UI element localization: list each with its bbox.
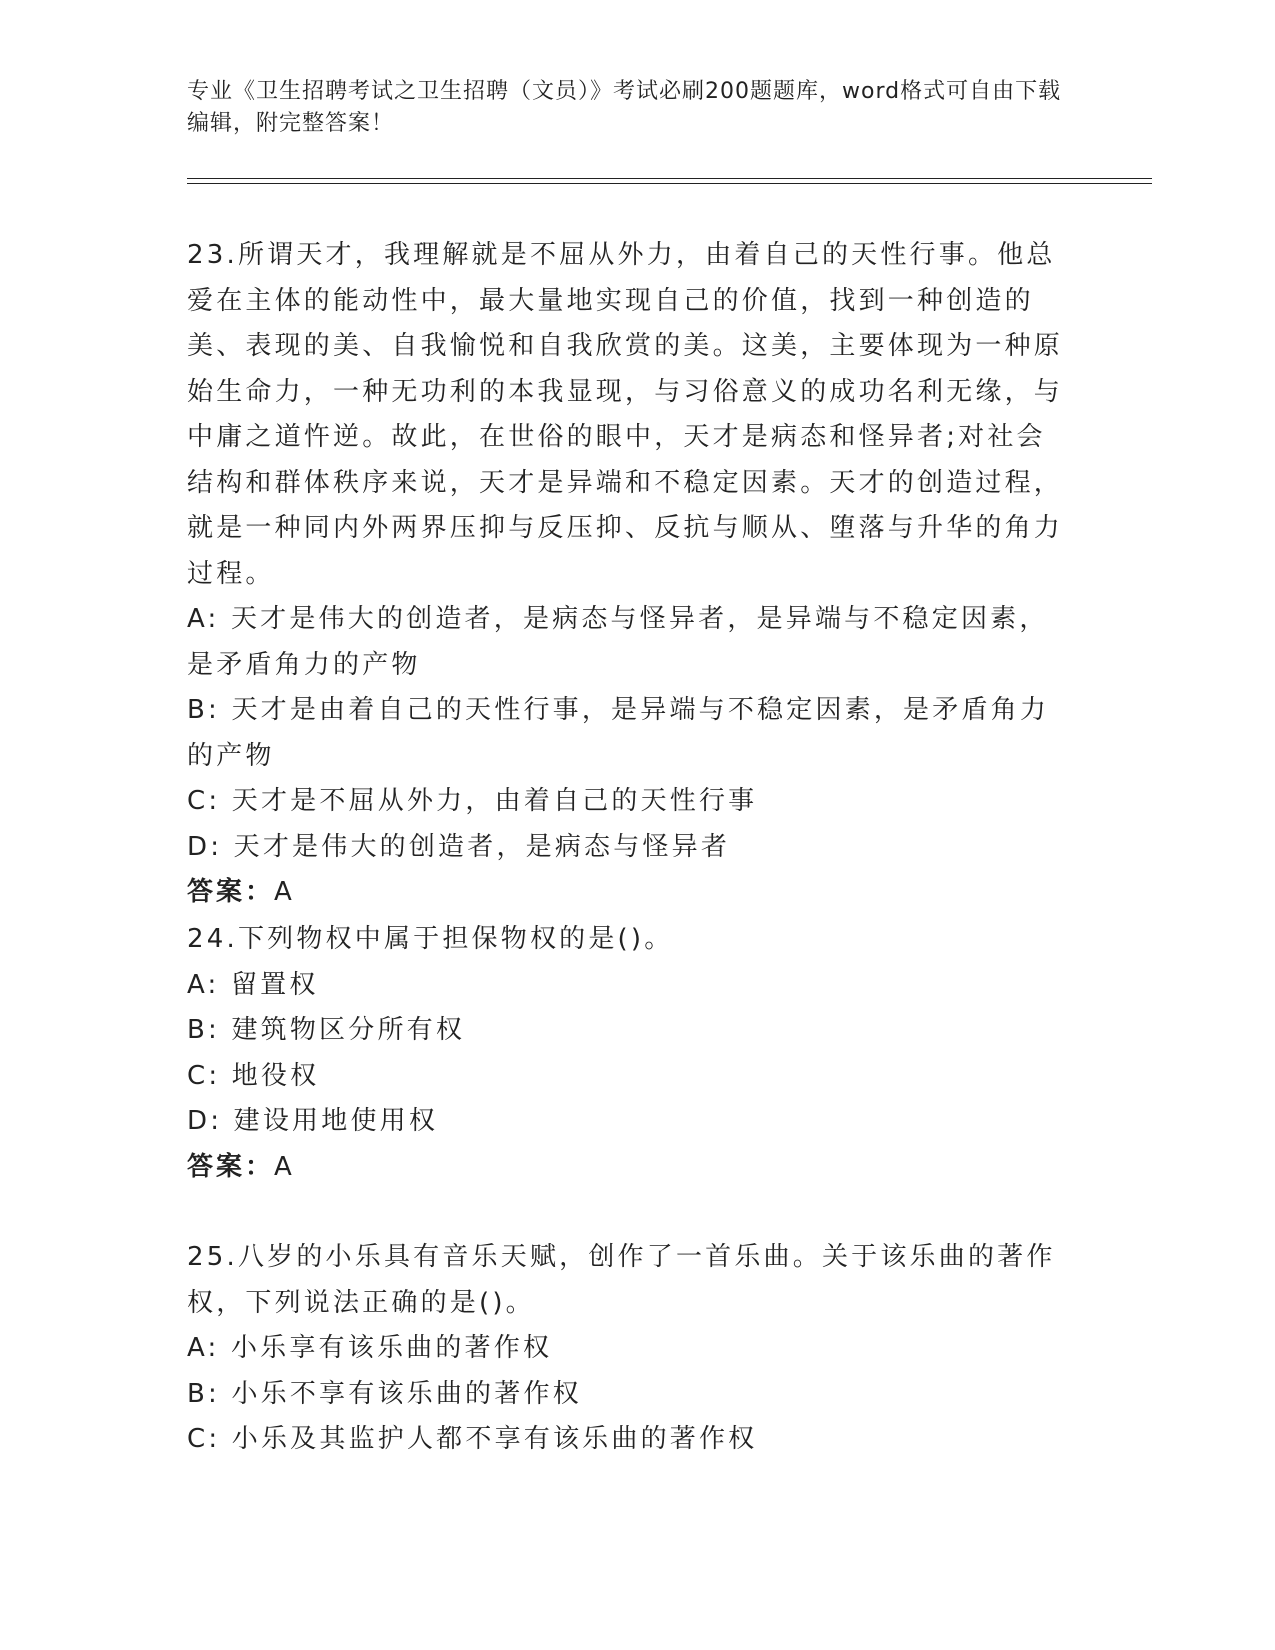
question-stem: 24.下列物权中属于担保物权的是()。 — [187, 924, 674, 954]
header-divider-top — [187, 178, 1152, 179]
option-d: D: 天才是伟大的创造者，是病态与怪异者 — [187, 831, 731, 862]
answer-line — [187, 870, 1067, 916]
answer-value: A — [274, 1151, 292, 1182]
answer-value: A — [274, 877, 292, 907]
question-stem: 25.八岁的小乐具有音乐天赋，创作了一首乐曲。关于该乐曲的著作权，下列说法正确的是()。 — [187, 1242, 1056, 1318]
question-23 — [187, 233, 1067, 916]
document-header: 专业《卫生招聘考试之卫生招聘（文员）》考试必刷200题题库，word格式可自由下载编辑，附完整答案！ — [187, 79, 1062, 136]
option-b: B: 小乐不享有该乐曲的著作权 — [187, 1378, 582, 1409]
question-25 — [187, 1235, 1067, 1463]
question-24 — [187, 917, 1067, 1190]
answer-label: 答案： — [187, 1151, 275, 1182]
header-divider-bottom — [187, 183, 1152, 184]
option-a: A: 留置权 — [187, 969, 319, 1000]
option-d: D: 建设用地使用权 — [187, 1106, 439, 1136]
question-stem: 23.所谓天才，我理解就是不屈从外力，由着自己的天性行事。他总爱在主体的能动性中，最大量地实现自己的价值，找到一种创造的美、表现的美、自我愉悦和自我欣赏的美。这美，主要体现为一种原始生命力，一种无功利的本我显现，与习俗意义的成功名利无缘，与中庸之道忤逆。故此，在世俗的眼中，天才是病态和怪异者;对社会结构和群体秩序来说，天才是异端和不稳定因素。天才的创造过程，就是一种同内外两界压抑与反压抑、反抗与顺从、堕落与升华的角力过程。 — [187, 240, 1064, 589]
option-b: B: 建筑物区分所有权 — [187, 1015, 466, 1045]
option-b: B: 天才是由着自己的天性行事，是异端与不稳定因素，是矛盾角力的产物 — [187, 695, 1050, 771]
option-c: C: 小乐及其监护人都不享有该乐曲的著作权 — [187, 1424, 758, 1454]
option-a: A: 小乐享有该乐曲的著作权 — [187, 1333, 553, 1363]
answer-label: 答案： — [187, 877, 275, 907]
option-a: A: 天才是伟大的创造者，是病态与怪异者，是异端与不稳定因素，是矛盾角力的产物 — [187, 604, 1049, 680]
answer-line — [187, 1145, 1067, 1191]
option-c: C: 地役权 — [187, 1060, 320, 1091]
option-c: C: 天才是不屈从外力，由着自己的天性行事 — [187, 786, 758, 816]
